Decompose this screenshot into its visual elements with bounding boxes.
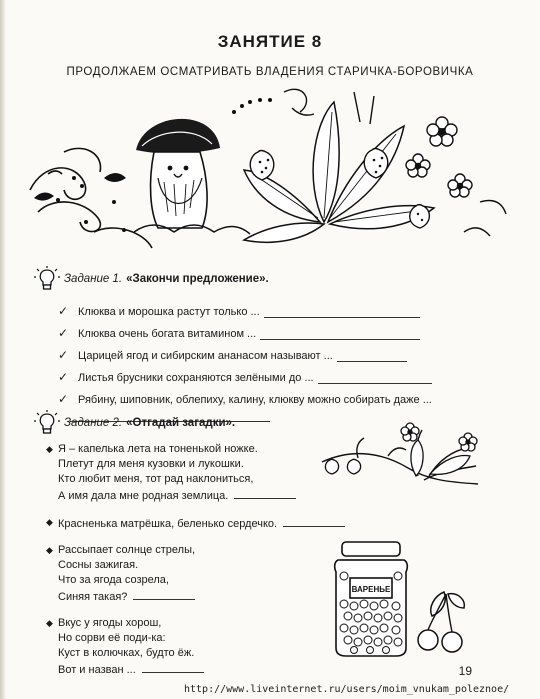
answer-line[interactable] — [234, 487, 296, 499]
checkmark-icon: ✓ — [58, 392, 69, 406]
lesson-subtitle: ПРОДОЛЖАЕМ ОСМАТРИВАТЬ ВЛАДЕНИЯ СТАРИЧКА-БОРОВИЧКА — [66, 66, 474, 78]
task-1-number: Задание 1. — [64, 273, 123, 285]
riddle-line: Куст в колючках, будто ёж. — [58, 647, 195, 659]
riddle — [46, 442, 345, 504]
list-item — [58, 318, 432, 340]
riddle-line: Я – капелька лета на тоненькой ножке. — [58, 443, 258, 455]
riddle-line: Вот и назван ... — [58, 664, 136, 676]
diamond-bullet-icon: ◆ — [46, 618, 53, 628]
sentence-text: Клюква и морошка растут только ... — [78, 306, 260, 318]
riddle-line: Сосны зажигая. — [58, 559, 139, 571]
strawberry-plant-illustration — [318, 420, 486, 494]
task-2-header — [34, 410, 345, 436]
task-2 — [34, 410, 345, 689]
answer-line[interactable] — [283, 515, 345, 527]
task-1-sentence-list — [58, 296, 432, 406]
answer-line[interactable] — [260, 328, 420, 340]
list-item — [58, 384, 432, 406]
answer-line[interactable] — [133, 588, 195, 600]
diamond-bullet-icon: ◆ — [46, 517, 53, 527]
riddle-line: Но сорви её поди-ка: — [58, 632, 166, 644]
lightbulb-icon — [34, 266, 60, 292]
sentence-text: Царицей ягод и сибирским ананасом называют ... — [78, 350, 333, 362]
riddle — [46, 616, 345, 678]
jam-jar-illustration — [330, 540, 412, 658]
list-item — [58, 362, 432, 384]
list-item — [58, 296, 432, 318]
riddle-line: Плетут для меня кузовки и лукошки. — [58, 458, 244, 470]
page-number: 19 — [458, 664, 472, 678]
riddle-line: Вкус у ягоды хорош, — [58, 617, 162, 629]
sentence-text: Клюква очень богата витамином ... — [78, 328, 257, 340]
sentence-text: Листья брусники сохраняются зелёными до ... — [78, 372, 314, 384]
sentence-text: Рябину, шиповник, облепиху, калину, клюкву можно собирать даже ... — [78, 394, 432, 406]
answer-line[interactable] — [264, 306, 420, 318]
jar-label: ВАРЕНЬЕ — [351, 585, 391, 594]
task-2-number: Задание 2. — [64, 417, 123, 429]
list-item — [58, 340, 432, 362]
checkmark-icon: ✓ — [58, 326, 69, 340]
diamond-bullet-icon: ◆ — [46, 444, 53, 454]
cherries-illustration — [414, 586, 470, 654]
mushroom-berries-illustration — [24, 82, 524, 258]
answer-line[interactable] — [318, 372, 432, 384]
riddle — [46, 543, 345, 605]
page-binding-edge — [0, 0, 6, 699]
checkmark-icon: ✓ — [58, 370, 69, 384]
riddle-line: Кто любит меня, тот рад наклониться, — [58, 473, 254, 485]
footer-url[interactable]: http://www.liveinternet.ru/users/moim_vnukam_poleznoe/ — [184, 684, 510, 695]
lesson-title: ЗАНЯТИЕ 8 — [217, 32, 323, 51]
riddle-line: Красненька матрёшка, беленько сердечко. — [58, 518, 278, 530]
riddle-line: Что за ягода созрела, — [58, 574, 169, 586]
checkmark-icon: ✓ — [58, 348, 69, 362]
riddle-line: Рассыпает солнце стрелы, — [58, 544, 196, 556]
lightbulb-icon — [34, 410, 60, 436]
task-1-header — [34, 266, 432, 292]
answer-line[interactable] — [142, 661, 204, 673]
diamond-bullet-icon: ◆ — [46, 545, 53, 555]
checkmark-icon: ✓ — [58, 304, 69, 318]
riddle-list — [46, 442, 345, 678]
riddle-line: А имя дала мне родная землица. — [58, 490, 229, 502]
task-1 — [34, 266, 432, 427]
riddle — [46, 515, 345, 532]
answer-line[interactable] — [337, 350, 407, 362]
task-2-name: «Отгадай загадки». — [126, 417, 236, 429]
task-1-name: «Закончи предложение». — [126, 273, 269, 285]
riddle-line: Синяя такая? — [58, 591, 128, 603]
